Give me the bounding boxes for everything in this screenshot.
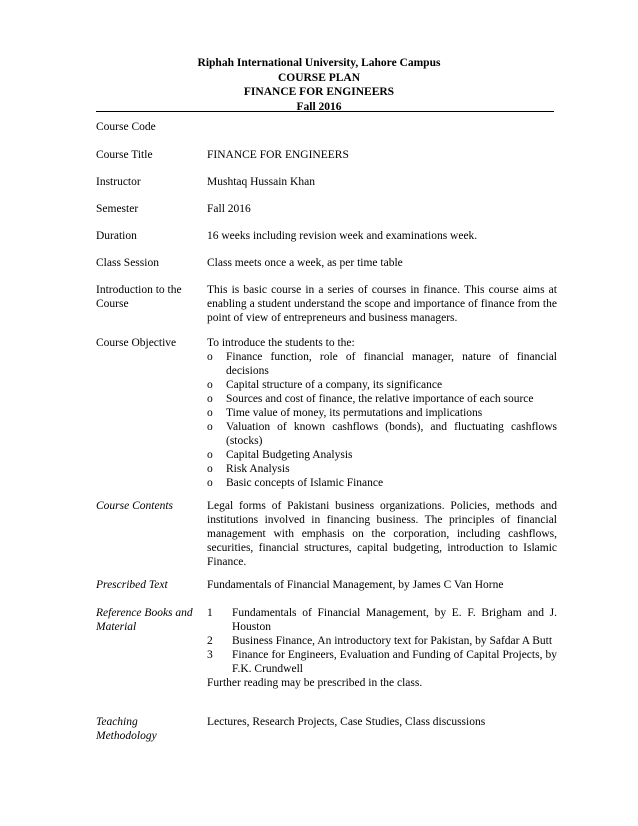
document-type: COURSE PLAN [277, 71, 361, 84]
header-divider [96, 111, 554, 112]
course-code-label: Course Code [96, 121, 156, 133]
list-item: o Capital Budgeting Analysis [207, 449, 353, 461]
course-objective-label: Course Objective [96, 337, 177, 349]
duration-label: Duration [96, 230, 137, 242]
list-number: 1 [207, 607, 213, 619]
introduction-label-line2: Course [96, 298, 129, 310]
course-title-value: FINANCE FOR ENGINEERS [207, 149, 349, 161]
reference-label-line2: Material [96, 621, 137, 633]
list-item: o Sources and cost of finance, the relative importance of each source [207, 393, 534, 405]
course-name-heading: FINANCE FOR ENGINEERS [243, 86, 395, 98]
introduction-label [96, 283, 200, 311]
duration-value: 16 weeks including revision week and examinations week. [207, 230, 478, 242]
objective-intro: To introduce the students to the: [207, 337, 355, 349]
list-item: o Finance function, role of financial manager, nature of financial decisions [207, 351, 557, 377]
term-heading: Fall 2016 [296, 100, 342, 113]
list-item: o Basic concepts of Islamic Finance [207, 477, 384, 489]
instructor-label: Instructor [96, 176, 141, 188]
bullet-icon: o [207, 421, 213, 433]
reference-footer: Further reading may be prescribed in the class. [207, 677, 423, 689]
list-item: o Capital structure of a company, its significance [207, 379, 443, 391]
class-session-value: Class meets once a week, as per time table [207, 257, 403, 269]
class-session-label: Class Session [96, 257, 159, 269]
list-item: 2 Business Finance, An introductory text for Pakistan, by Safdar A Butt [207, 635, 553, 647]
reference-books-value [207, 606, 557, 690]
teaching-label-line2: Methodology [96, 730, 157, 742]
list-item: o Time value of money, its permutations and implications [207, 407, 483, 419]
document-header [0, 56, 638, 114]
reference-books-label [96, 606, 200, 634]
bullet-icon: o [207, 351, 213, 363]
teaching-methodology-label [96, 715, 200, 743]
bullet-icon: o [207, 449, 213, 461]
bullet-icon: o [207, 379, 213, 391]
university-name: Riphah International University, Lahore Campus [197, 57, 441, 69]
semester-value: Fall 2016 [207, 203, 251, 215]
introduction-value: This is basic course in a series of courses in finance. This course aims at enabling a student understand the scope and importance of finance from the point of view of entrepreneurs and business managers. [207, 284, 557, 324]
list-item: 3 Finance for Engineers, Evaluation and Funding of Capital Projects, by F.K. Crundwell [207, 649, 557, 675]
teaching-methodology-value: Lectures, Research Projects, Case Studies, Class discussions [207, 716, 486, 728]
instructor-value: Mushtaq Hussain Khan [207, 176, 315, 188]
objective-list [207, 350, 557, 490]
bullet-icon: o [207, 393, 213, 405]
course-title-label: Course Title [96, 149, 153, 161]
bullet-icon: o [207, 477, 213, 489]
course-objective-value [207, 336, 557, 490]
list-number: 2 [207, 635, 213, 647]
prescribed-text-label: Prescribed Text [96, 579, 168, 591]
reference-list [207, 606, 557, 676]
list-number: 3 [207, 649, 213, 661]
bullet-icon: o [207, 407, 213, 419]
list-item: o Valuation of known cashflows (bonds), and fluctuating cashflows (stocks) [207, 421, 557, 447]
list-item: 1 Fundamentals of Financial Management, by E. F. Brigham and J. Houston [207, 607, 557, 633]
list-item: o Risk Analysis [207, 463, 290, 475]
prescribed-text-value: Fundamentals of Financial Management, by James C Van Horne [207, 579, 504, 591]
semester-label: Semester [96, 203, 139, 215]
course-contents-value: Legal forms of Pakistani business organizations. Policies, methods and institutions involved in financing business. The principles of financial management with emphasis on the corporation, including cashflows, securities, financial structures, capital budgeting, introduction to Islamic Finance. [207, 500, 557, 568]
teaching-label-line1: Teaching [96, 716, 138, 728]
reference-label-line1: Reference Books and [96, 607, 193, 619]
course-contents-label: Course Contents [96, 500, 173, 512]
introduction-label-line1: Introduction to the [96, 284, 182, 296]
bullet-icon: o [207, 463, 213, 475]
